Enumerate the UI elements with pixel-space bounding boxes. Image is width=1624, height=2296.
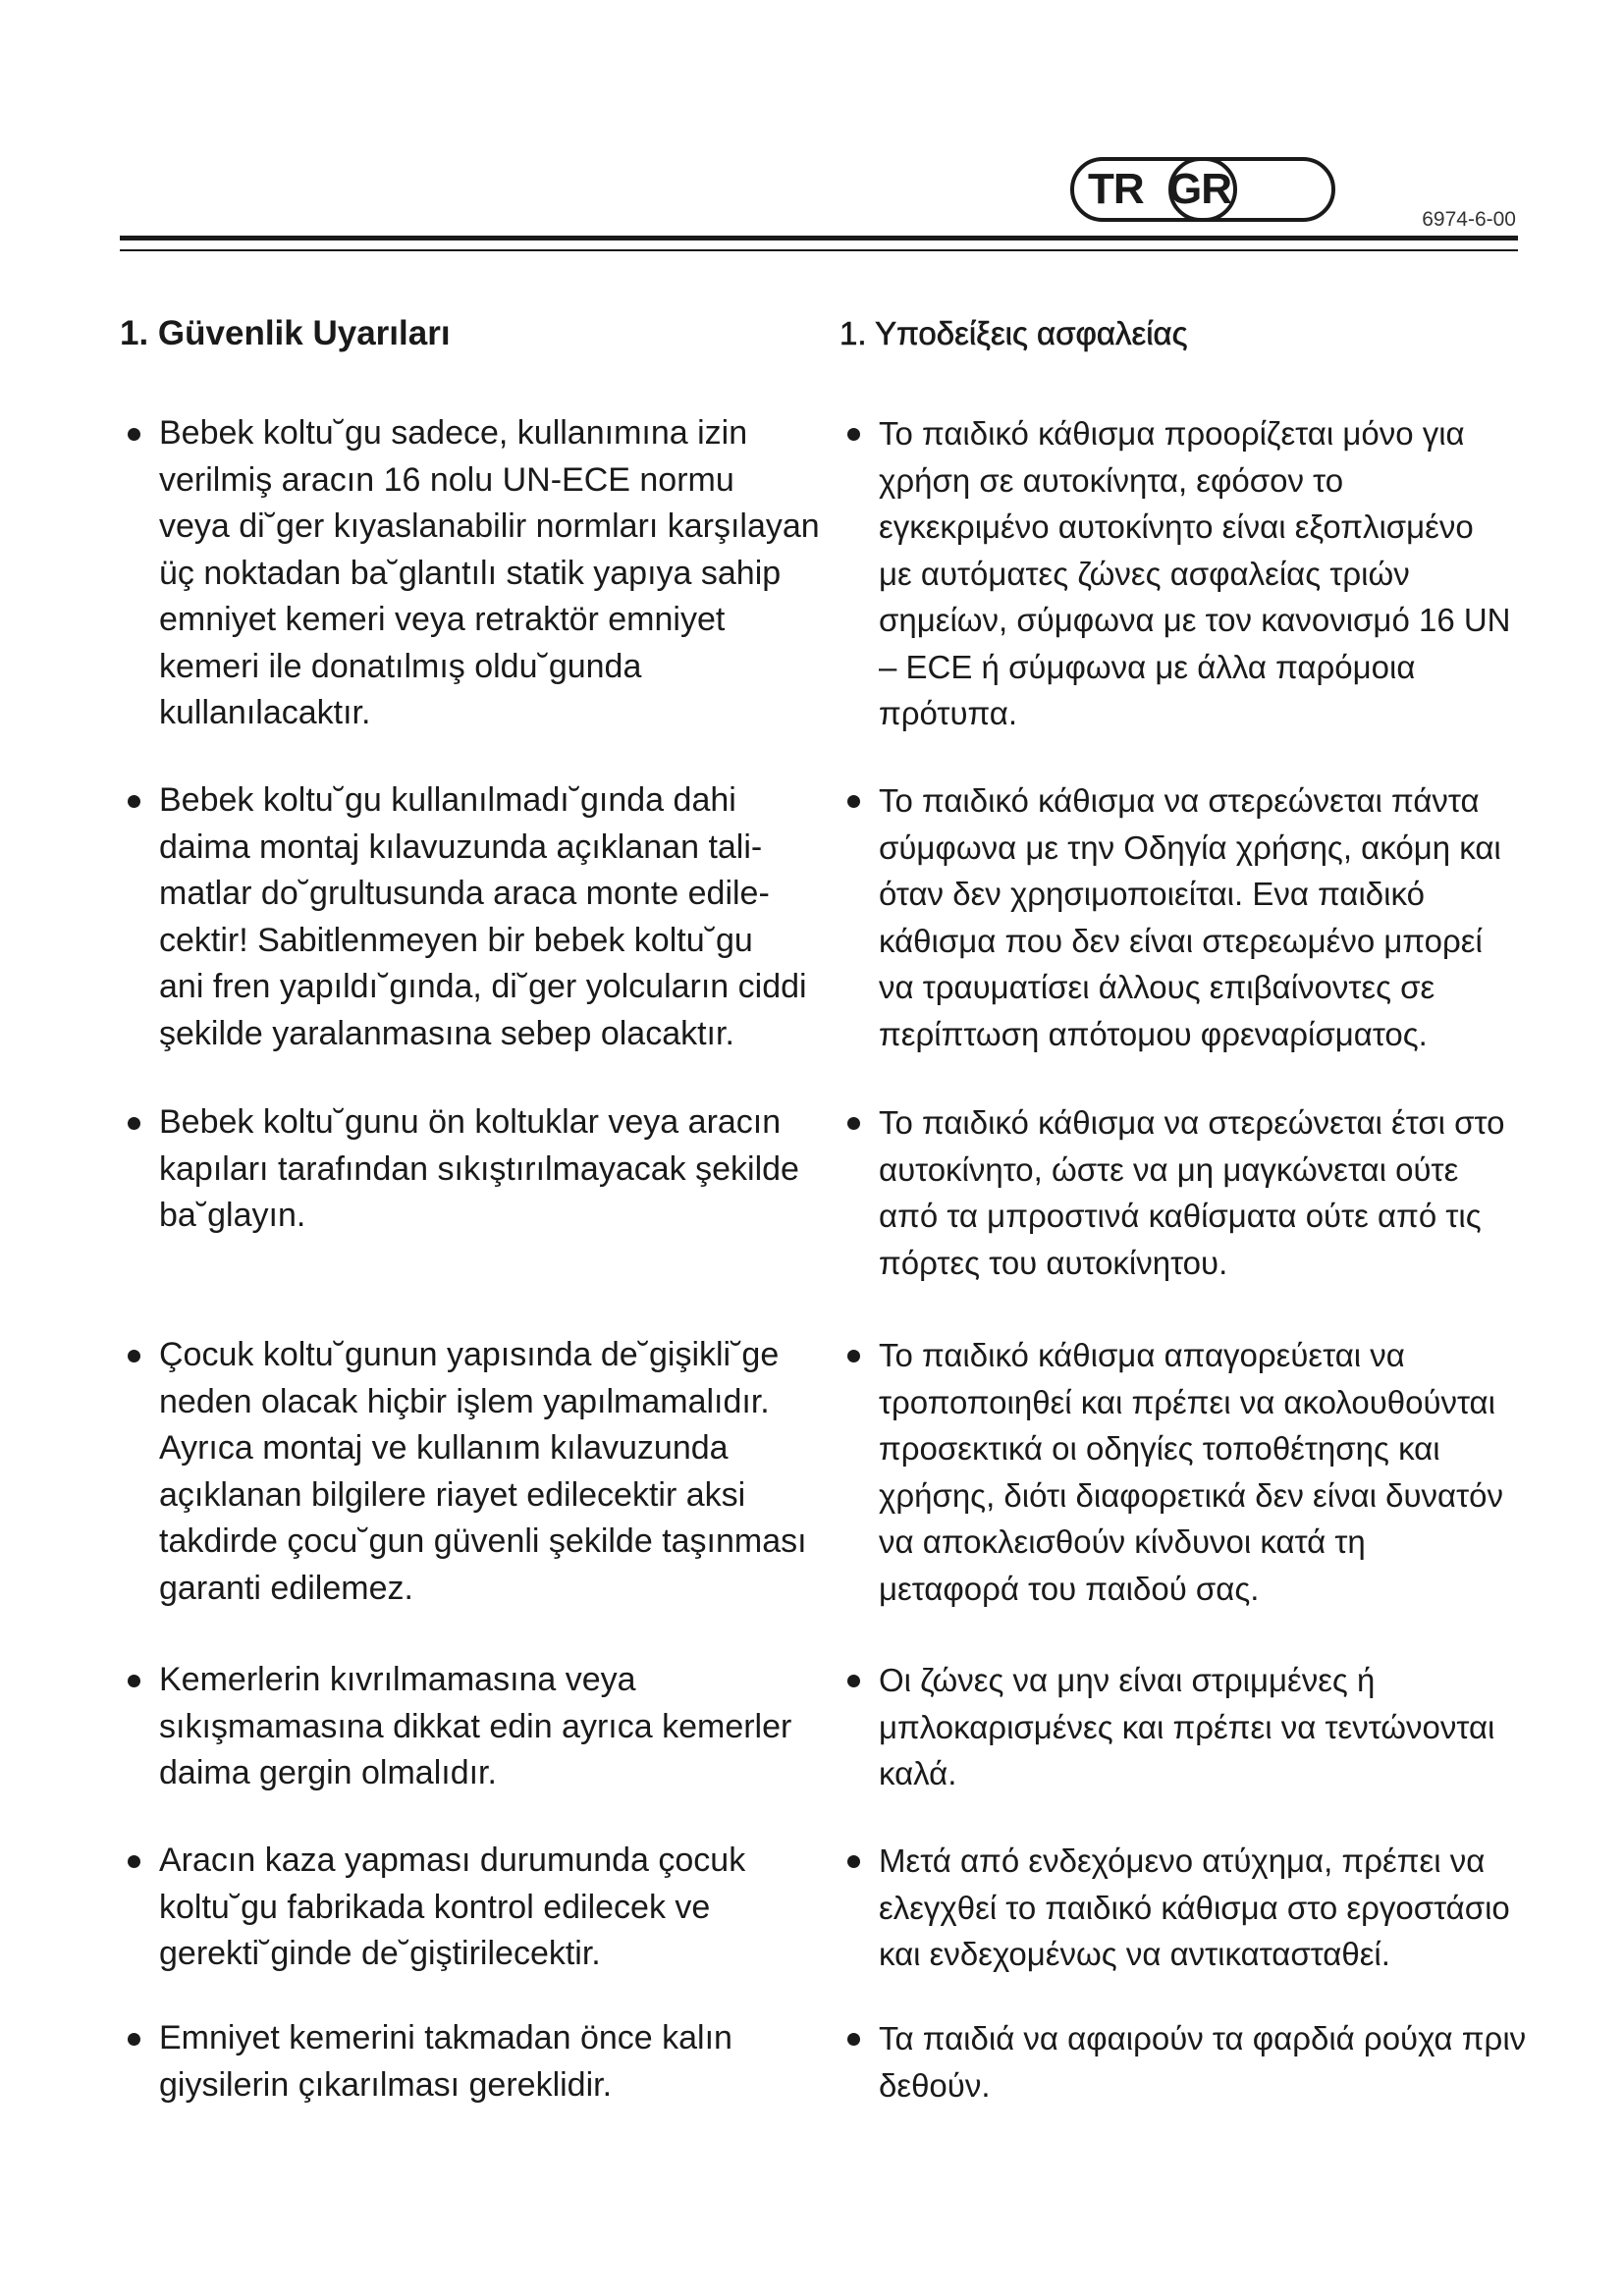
bullet-dot-icon: [847, 1675, 860, 1687]
document-code: 6974-6-00: [1422, 208, 1516, 231]
bullet-dot-icon: [847, 795, 860, 808]
bullet-text: Μετά από ενδεχόμενο ατύχημα, πρέπει να ελεγχθεί το παιδικό κάθισμα στο εργοστάσιο και ενδεχομένως να αντικατασταθεί.: [879, 1842, 1510, 1972]
bullet-text: Οι ζώνες να μην είναι στριμμένες ή μπλοκαρισμένες και πρέπει να τεντώνονται καλά.: [879, 1662, 1495, 1791]
bullet-dot-icon: [847, 2033, 860, 2046]
header-rule-thick: [120, 236, 1518, 240]
bullet-dot-icon: [847, 1350, 860, 1362]
badge-tr-label: TR: [1088, 165, 1144, 213]
bullet-dot-icon: [128, 1350, 140, 1362]
greek-section-title: 1. Υποδείξεις ασφαλείας: [839, 315, 1188, 351]
turkish-bullet-3: [120, 1099, 827, 1240]
bullet-text: Emniyet kemerini takmadan önce kalın giysilerin çıkarılması gereklidir.: [159, 2019, 732, 2104]
turkish-bullet-1: [120, 410, 827, 737]
greek-bullet-2: [839, 777, 1527, 1057]
bullet-dot-icon: [128, 1675, 140, 1687]
greek-bullet-5: [839, 1657, 1527, 1797]
bullet-text: Aracın kaza yapması durumunda çocuk koltu˘gu fabrikada kontrol edilecek ve gerekti˘ginde de˘giştirilecektir.: [159, 1842, 746, 1972]
greek-bullet-4: [839, 1332, 1527, 1612]
turkish-bullet-2: [120, 777, 827, 1057]
bullet-text: Το παιδικό κάθισμα απαγορεύεται να τροποποιηθεί και πρέπει να ακολουθούνται προσεκτικά οι οδηγίες τοποθέτησης και χρήσης, διότι διαφορετικά δεν είναι δυνατόν να αποκλεισθούν κίνδυνοι κατά τη μεταφορά του παιδού σας.: [879, 1337, 1504, 1607]
turkish-bullet-7: [120, 2015, 827, 2109]
turkish-bullet-4: [120, 1332, 827, 1612]
bullet-dot-icon: [128, 795, 140, 808]
language-badges: [1070, 157, 1335, 228]
bullet-dot-icon: [128, 1855, 140, 1868]
turkish-section-title: 1. Güvenlik Uyarıları: [120, 314, 451, 352]
badge-gr-label: GR: [1168, 165, 1231, 213]
bullet-text: Το παιδικό κάθισμα να στερεώνεται έτσι στο αυτοκίνητο, ώστε να μη μαγκώνεται ούτε από τα μπροστινά καθίσματα ούτε από τις πόρτες του αυτοκίνητου.: [879, 1104, 1505, 1281]
greek-column: [839, 309, 1527, 2104]
bullet-text: Το παιδικό κάθισμα προορίζεται μόνο για χρήση σε αυτοκίνητα, εφόσον το εγκεκριμένο αυτοκίνητο είναι εξοπλισμένο με αυτόματες ζώνες ασφαλείας τριών σημείων, σύμφωνα με τον κανονισμό 16 UN – ECE ή σύμφωνα με άλλα παρόμοια πρότυπα.: [879, 415, 1511, 731]
bullet-dot-icon: [128, 428, 140, 441]
bullet-dot-icon: [128, 1117, 140, 1130]
greek-bullet-6: [839, 1838, 1527, 1978]
bullet-text: Çocuk koltu˘gunun yapısında de˘gişikli˘ge neden olacak hiçbir işlem yapılmamalıdır. Ayrıca montaj ve kullanım kılavuzunda açıklanan bilgilere riayet edilecektir aksi takdirde çocu˘gun güvenli şekilde taşınması garanti edilemez.: [159, 1336, 807, 1607]
turkish-bullet-5: [120, 1657, 827, 1797]
bullet-dot-icon: [847, 1855, 860, 1868]
header-rule-thin: [120, 249, 1518, 251]
bullet-text: Bebek koltu˘gu sadece, kullanımına izin verilmiş aracın 16 nolu UN-ECE normu veya di˘ger kıyaslanabilir normları karşılayan üç noktadan ba˘glantılı statik yapıya sahip emniyet kemeri veya retraktör emniyet kemeri ile donatılmış oldu˘gunda kullanılacaktır.: [159, 414, 820, 731]
bullet-text: Bebek koltu˘gu kullanılmadı˘gında dahi daima montaj kılavuzunda açıklanan tali- matlar do˘grultusunda araca monte edile- cektir! Sabitlenmeyen bir bebek koltu˘gu ani fren yapıldı˘gında, di˘ger yolcuların ciddi şekilde yaralanmasına sebep olacaktır.: [159, 781, 807, 1052]
bullet-dot-icon: [847, 428, 860, 441]
bullet-text: Τα παιδιά να αφαιρούν τα φαρδιά ρούχα πριν δεθούν.: [879, 2020, 1527, 2104]
turkish-column: [120, 309, 827, 2104]
bullet-dot-icon: [128, 2033, 140, 2046]
turkish-bullet-6: [120, 1838, 827, 1978]
bullet-text: Το παιδικό κάθισμα να στερεώνεται πάντα σύμφωνα με την Οδηγία χρήσης, ακόμη και όταν δεν χρησιμοποιείται. Ενα παιδικό κάθισμα που δεν είναι στερεωμένο μπορεί να τραυματίσει άλλους επιβαίνοντες σε περίπτωση απότομου φρεναρίσματος.: [879, 782, 1501, 1052]
greek-bullet-1: [839, 410, 1527, 737]
bullet-dot-icon: [847, 1117, 860, 1130]
greek-bullet-7: [839, 2015, 1527, 2109]
greek-bullet-3: [839, 1099, 1527, 1286]
bullet-text: Kemerlerin kıvrılmamasına veya sıkışmamasına dikkat edin ayrıca kemerler daima gergin olmalıdır.: [159, 1661, 792, 1791]
bullet-text: Bebek koltu˘gunu ön koltuklar veya aracın kapıları tarafından sıkıştırılmayacak şekilde ba˘glayın.: [159, 1103, 799, 1234]
